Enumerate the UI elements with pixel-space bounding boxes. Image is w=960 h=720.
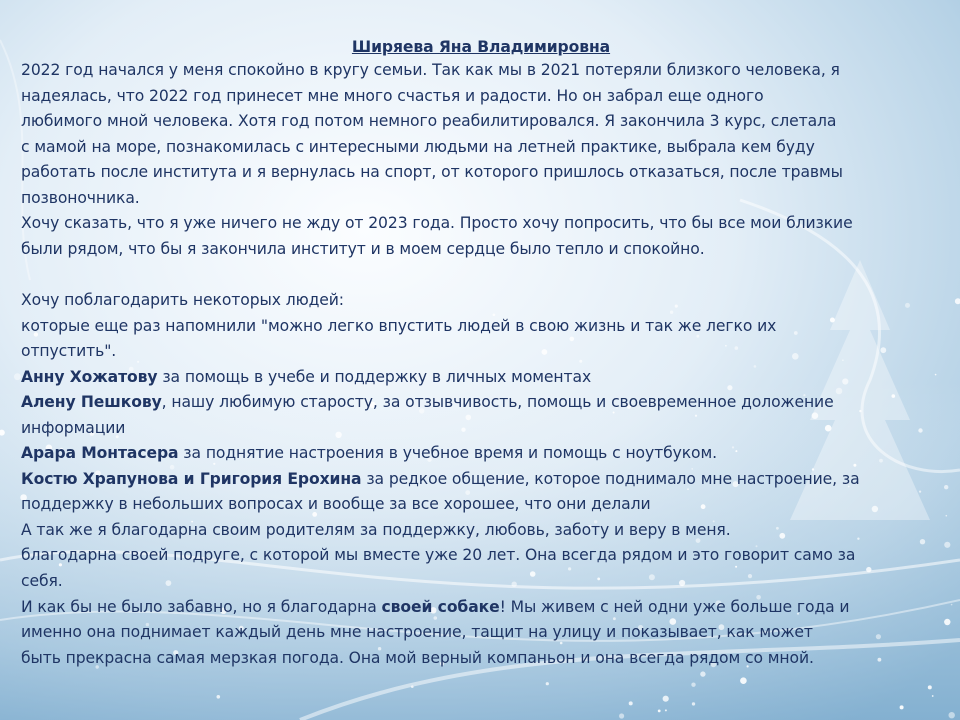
text-segment: быть прекрасна самая мерзкая погода. Она мой верный компаньон и она всегда рядом со мной. (21, 648, 814, 667)
text-line (21, 391, 941, 413)
text-segment: Хочу сказать, что я уже ничего не жду от 2023 года. Просто хочу попросить, что бы все мои близкие (21, 214, 853, 233)
text-line (21, 161, 941, 183)
text-line (21, 621, 941, 643)
text-segment: благодарна своей подруге, с которой мы вместе уже 20 лет. Она всегда рядом и это говорит само за (21, 546, 856, 565)
text-line (21, 442, 941, 464)
bold-name: Арара Монтасера (21, 444, 179, 463)
text-line (21, 187, 941, 209)
text-line (21, 493, 941, 515)
text-line (21, 519, 941, 541)
text-segment: которые еще раз напомнили "можно легко впустить людей в свою жизнь и так же легко их (21, 316, 777, 335)
text-segment: за поднятие настроения в учебное время и помощь с ноутбуком. (178, 444, 718, 463)
text-segment: поддержку в небольших вопросах и вообще за все хорошее, что они делали (21, 495, 651, 514)
text-segment: А так же я благодарна своим родителям за поддержку, любовь, заботу и веру в меня. (21, 520, 731, 539)
text-segment: И как бы не было забавно, но я благодарна (21, 597, 382, 616)
text-segment: за помощь в учебе и поддержку в личных моментах (157, 367, 592, 386)
text-segment: надеялась, что 2022 год принесет мне много счастья и радости. Но он забрал еще одного (21, 86, 764, 105)
slide-title: Ширяева Яна Владимировна (351, 38, 611, 56)
text-line (21, 596, 941, 618)
text-line (21, 366, 941, 388)
text-line (21, 468, 941, 490)
text-segment: ! Мы живем с ней одни уже больше года и (499, 597, 850, 616)
text-segment: за редкое общение, которое поднимало мне настроение, за (361, 469, 860, 488)
text-line (21, 315, 941, 337)
text-line (21, 289, 941, 311)
bold-name: Анну Хожатову (21, 367, 158, 386)
text-line (21, 570, 941, 592)
text-segment: любимого мной человека. Хотя год потом немного реабилитировался. Я закончила 3 курс, слетала (21, 112, 837, 131)
text-segment: отпустить". (21, 342, 117, 361)
text-line (21, 238, 941, 260)
text-segment: 2022 год начался у меня спокойно в кругу семьи. Так как мы в 2021 потеряли близкого человека, я (21, 61, 840, 79)
bold-name: своей собаке (381, 597, 500, 616)
text-segment: позвоночника. (21, 188, 140, 207)
text-line (21, 136, 941, 158)
bold-name: Костю Храпунова и Григория Ерохина (21, 469, 362, 488)
text-line (21, 59, 941, 81)
text-line (21, 647, 941, 669)
text-segment: с мамой на море, познакомилась с интересными людьми на летней практике, выбрала кем буду (21, 137, 815, 156)
text-line (21, 85, 941, 107)
text-segment: были рядом, что бы я закончила институт и в моем сердце было тепло и спокойно. (21, 239, 705, 258)
bold-name: Алену Пешкову (21, 393, 162, 412)
text-segment: информации (21, 418, 126, 437)
text-line (21, 110, 941, 132)
text-segment: , нашу любимую старосту, за отзывчивость, помощь и своевременное доложение (161, 393, 834, 412)
text-segment: работать после института и я вернулась на спорт, от которого пришлось отказаться, после травмы (21, 163, 843, 182)
text-segment: именно она поднимает каждый день мне настроение, тащит на улицу и показывает, как может (21, 623, 813, 642)
text-segment: Хочу поблагодарить некоторых людей: (21, 290, 344, 309)
text-line (21, 212, 941, 234)
text-segment: себя. (21, 572, 63, 590)
text-line (21, 544, 941, 566)
text-line (21, 340, 941, 362)
text-line (21, 417, 941, 439)
